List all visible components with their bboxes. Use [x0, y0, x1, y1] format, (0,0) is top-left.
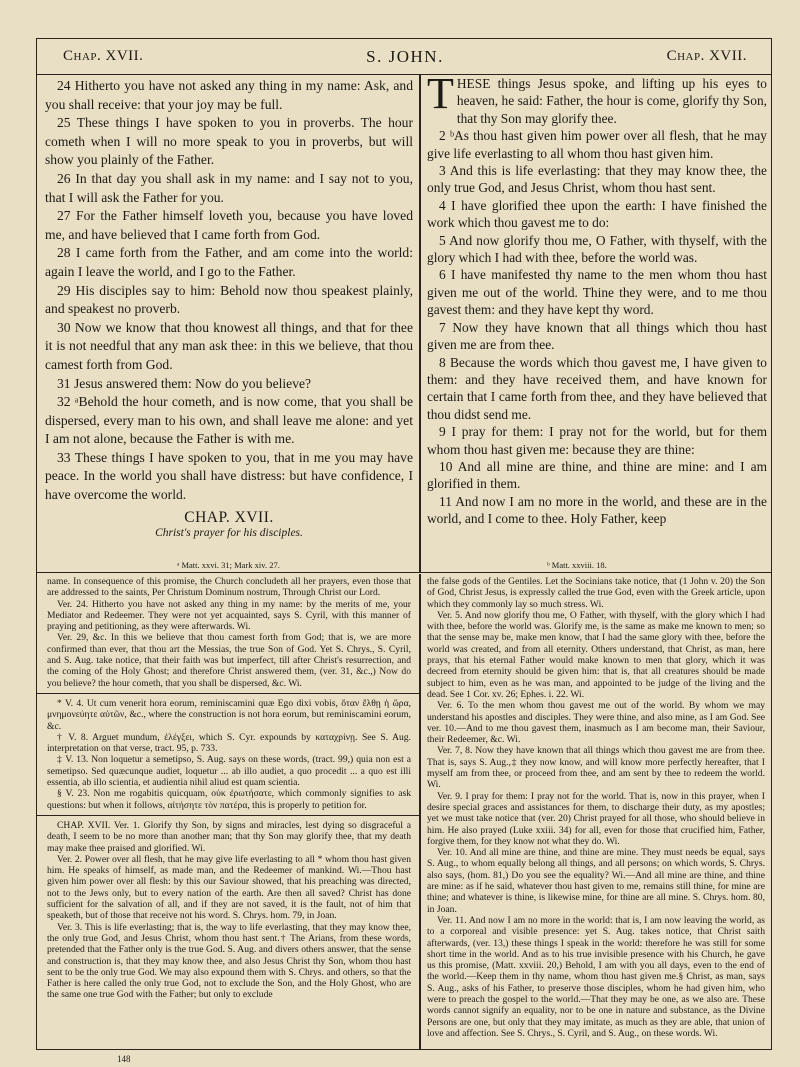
- footnote-reference: ᵇ Matt. xxviii. 18.: [547, 560, 607, 570]
- verse: 26 In that day you shall ask in my name: and I say not to you, that I will ask the Father for you.: [45, 170, 413, 205]
- verse-1-text: HESE things Jesus spoke, and lifting up his eyes to heaven, he said: Father, the hour is come, glorify thy Son, that thy Son may glorify thee.: [456, 76, 767, 126]
- verse: 6 I have manifested thy name to the men whom thou hast given me out of the world. Thine they were, and to me thou gavest them: and they have kept thy word.: [427, 267, 767, 318]
- verse: 5 And now glorify thou me, O Father, with thyself, with the glory which I had with thee, before the world was.: [427, 232, 767, 266]
- commentary-note: Ver. 5. And now glorify thou me, O Father, with thyself, with the glory which I had with thee, before the world was. Glorify me, is the same as make me known to men; so that the sense may be, make men know, that I had the same glory with thee, before the world was created, and from all eternity. Others understand, that Christ, as man, here prays, that his eternal Father would make known to men that glory, which it was decreed from eternity should be given him: that is, that all creatures should be made subject to him, even as he was man, and appointed to be judge of the living and the dead. See 1 Cor. xv. 26; Ephes. i. 22. Wi.: [427, 609, 765, 700]
- commentary-note: Ver. 24. Hitherto you have not asked any thing in my name: by the merits of me, your Mediator and Redeemer. They were not yet acquainted, says S. Cyril, with this manner of praying and petitioning, as they were afterwards. Wi.: [47, 598, 411, 633]
- verse: 10 And all mine are thine, and thine are mine: and I am glorified in them.: [427, 458, 767, 492]
- commentary-note: name. In consequence of this promise, the Church concludeth all her prayers, even those that are addressed to the saints, Per Christum Dominum nostrum, Through Christ our Lord.: [47, 576, 411, 599]
- chapter-heading: CHAP. XVII.: [184, 508, 274, 526]
- verse: 4 I have glorified thee upon the earth: I have finished the work which thou gavest me to do:: [427, 197, 767, 231]
- page-number: 148: [117, 1054, 131, 1064]
- commentary-area: [37, 574, 771, 1064]
- right-commentary-column: [427, 576, 765, 1039]
- chapter-summary: Christ's prayer for his disciples.: [155, 526, 303, 539]
- commentary-note: Ver. 3. This is life everlasting; that is, the way to life everlasting, that they may know thee, the only true God, and Jesus Christ, whom thou hast sent.† The Arians, from these words, pretended that the Father only is the true God. S. Aug. and divers others answer, that the sense and construction is, that they may know thee, and also Jesus Christ thy Son, whom thou hast sent to be the only true God. We may also expound them with S. Chrys. and others, so that the Father is here called the only true God, not to exclude the Son, and the Holy Ghost, who are the same one true God with the Father; but only to exclude: [47, 921, 411, 1001]
- header-right-chapter: Chap. XVII.: [666, 48, 747, 64]
- verse: 29 His disciples say to him: Behold now thou speakest plainly, and speakest no proverb.: [45, 282, 413, 317]
- header-left-chapter: Chap. XVII.: [63, 48, 144, 64]
- column-divider: [419, 574, 421, 1050]
- commentary-note: Ver. 10. And all mine are thine, and thine are mine. They must needs be equal, says S. Aug., to whom equally belong all things, and all persons; on which words, S. Chrys. also says, (hom. 81,) Do you see the equality? Wi.—And all mine are thine, and thine are mine: as if he said, whatever thou hast given to me, remains still thine, for mine are thine; and whatever is thine, is likewise mine, for thine are all mine. S. Chrys. hom. 80, in Joan.: [427, 847, 765, 915]
- commentary-note: the false gods of the Gentiles. Let the Socinians take notice, that (1 John v. 20) the Son of God, Christ Jesus, is expressly called the true God, even with the Greek article, upon which they commonly lay so much stress. Wi.: [427, 576, 765, 610]
- latin-footnote: † V. 8. Arguet mundum, ἐλέγξει, which S. Cyr. expounds by καταχρίνῃ. See S. Aug. interpretation on that verse, tract. 95, p. 733.: [47, 731, 411, 755]
- latin-footnote: * V. 4. Ut cum venerit hora eorum, reminiscamini quæ Ego dixi vobis, ὅταν ἔλθῃ ἡ ὥρα, μνημονεύητε αὐτῶν, &c., where the construction is not hora eorum, but reminiscamini eorum, &c.: [47, 697, 411, 732]
- note-separator: [37, 693, 421, 694]
- commentary-note: Ver. 2. Power over all flesh, that he may give life everlasting to all * whom thou hast given him. He speaks of himself, as made man, and the Redeemer of mankind. Wi.—Thou hast given him power over all flesh: by this our Saviour showed, that his preaching was directed, not to the Jews only, but to every nation of the earth. Are then all saved? Christ has done sufficient for the salvation of all, and if they are not saved, it is the fault, not of him that speaketh, but of those that receive not his word. S. Chrys. hom. 79, in Joan.: [47, 853, 411, 922]
- commentary-note: Ver. 6. To the men whom thou gavest me out of the world. By whom we may understand his apostles and disciples. They were thine, and also mine, as I am God. See ver. 10.—And to me thou gavest them, inasmuch as I am become man, their Saviour, their Redeemer, &c. Wi.: [427, 700, 765, 746]
- verse: 8 Because the words which thou gavest me, I have given to them: and they have received them, and have known for certain that I came forth from thee, and they have believed that thou didst send me.: [427, 354, 767, 422]
- scripture-text-area: [37, 69, 771, 573]
- commentary-note: CHAP. XVII. Ver. 1. Glorify thy Son, by signs and miracles, lest dying so disgraceful a death, I seem to be no more than another man; that thy Son may glorify thee, that my death may make thee praised and glorified. Wi.: [47, 819, 411, 854]
- commentary-note: Ver. 9. I pray for them: I pray not for the world. That is, now in this prayer, when I desire special graces and assistances for them, to discharge their duty, as my apostles; yet we must take notice that (ver. 20) Christ prayed for all those, who should believe in him. He also prayed (Luke xxiii. 34) for all, even for those that crucified him, Father, forgive them, for they know not what they do. Wi.: [427, 790, 765, 847]
- footnote-reference: ᵃ Matt. xxvi. 31; Mark xiv. 27.: [177, 560, 280, 570]
- commentary-note: Ver. 29, &c. In this we believe that thou camest forth from God; that is, we are more confirmed than ever, that thou art the Messias, the true Son of God. Yet S. Chrys., S. Cyril, and S. Aug. take notice, that their faith was but imperfect, till after Christ's resurrection, and the coming of the Holy Ghost; and therefore Christ answered them, (ver. 31, &c.,) Now do you believe? the hour cometh, that you shall be dispersed, &c. Wi.: [47, 632, 411, 689]
- verse: 11 And now I am no more in the world, and these are in the world, and I come to thee. Holy Father, keep: [427, 493, 767, 527]
- verse: 33 These things I have spoken to you, that in me you may have peace. In the world you shall have distress: but have confidence, I have overcome the world.: [45, 449, 413, 503]
- verse: 32 ᵃBehold the hour cometh, and is now come, that you shall be dispersed, every man to his own, and shall leave me alone: and yet I am not alone, because the Father is with me.: [45, 394, 413, 447]
- verse: 9 I pray for them: I pray not for the world, but for them whom thou hast given me: because they are thine:: [427, 424, 767, 457]
- running-header: [37, 39, 771, 75]
- right-text-column: [427, 69, 767, 528]
- header-book-title: S. JOHN.: [366, 46, 444, 66]
- verse: 28 I came forth from the Father, and am come into the world: again I leave the world, and I go to the Father.: [45, 245, 413, 279]
- verse: 27 For the Father himself loveth you, because you have loved me, and have believed that I came forth from God.: [45, 208, 413, 242]
- verse: [427, 69, 767, 127]
- verse: 3 And this is life everlasting: that they may know thee, the only true God, and Jesus Christ, whom thou hast sent.: [427, 163, 767, 196]
- drop-cap: T: [427, 69, 454, 118]
- column-divider: [419, 75, 421, 572]
- verse: 31 Jesus answered them: Now do you believe?: [57, 375, 312, 391]
- latin-footnote: § V. 23. Non me rogabitis quicquam, οὐκ ἐρωτήσατε, which commonly signifies to ask questions: but when it follows, αἰτήσητε τὸν πατέρα, this is properly to petition for.: [47, 788, 411, 811]
- latin-footnote: ‡ V. 13. Non loquetur a semetipso, S. Aug. says on these words, (tract. 99,) quia non est a semetipso. Sed quæcunque audiet, loquetur ... ab illo audiet, a quo procedit ... a quo est illi essentia, ab illo scientia, et audientia nihil aliud est quam scientia.: [47, 754, 411, 789]
- left-commentary-column: [47, 576, 411, 1001]
- left-text-column: [45, 75, 413, 539]
- page-frame: [36, 38, 772, 1064]
- commentary-note: Ver. 11. And now I am no more in the world: that is, I am now leaving the world, as to a corporeal and visible presence: yet S. Aug. takes notice, that Christ saith afterwards, (ver. 13,) these things I speak in the world: therefore he was still for some short time in the world. And as to his true invisible presence with his Church, he gave us this promise, (Matt. xxviii. 20,) Behold, I am with you all days, even to the end of the world.—Keep them in thy name, whom thou hast given me.§ Christ, as man, says S. Aug., asks of his Father, to preserve those disciples, whom he had given him, who were to preach the gospel to the world.—That they may be one, as we also are. These words cannot signify an equality, nor to be one in nature and substance, as the Divine Persons are one, but only that they may imitate, as much as they are able, that union of love and affection. See S. Chrys., S. Cyril, and S. Aug., on these words. Wi.: [427, 914, 765, 1039]
- verse: 7 Now they have known that all things which thou hast given me are from thee.: [427, 319, 767, 353]
- commentary-note: Ver. 7, 8. Now they have known that all things which thou gavest me are from thee. That is, says S. Aug.,‡ they now know, and will know more perfectly hereafter, that I myself am from thee, or proceed from thee, and am sent by thee to redeem the world. Wi.: [427, 745, 765, 791]
- verse: 2 ᵇAs thou hast given him power over all flesh, that he may give life everlasting to all whom thou hast given him.: [427, 128, 767, 161]
- verse: 25 These things I have spoken to you in proverbs. The hour cometh when I will no more speak to you in proverbs, but will show you plainly of the Father.: [45, 115, 413, 168]
- verse: 24 Hitherto you have not asked any thing in my name: Ask, and you shall receive: that your joy may be full.: [45, 78, 413, 112]
- verse: 30 Now we know that thou knowest all things, and that for thee it is not needful that any man ask thee: in this we believe, that thou camest forth from God.: [45, 319, 413, 372]
- note-separator: [37, 815, 421, 816]
